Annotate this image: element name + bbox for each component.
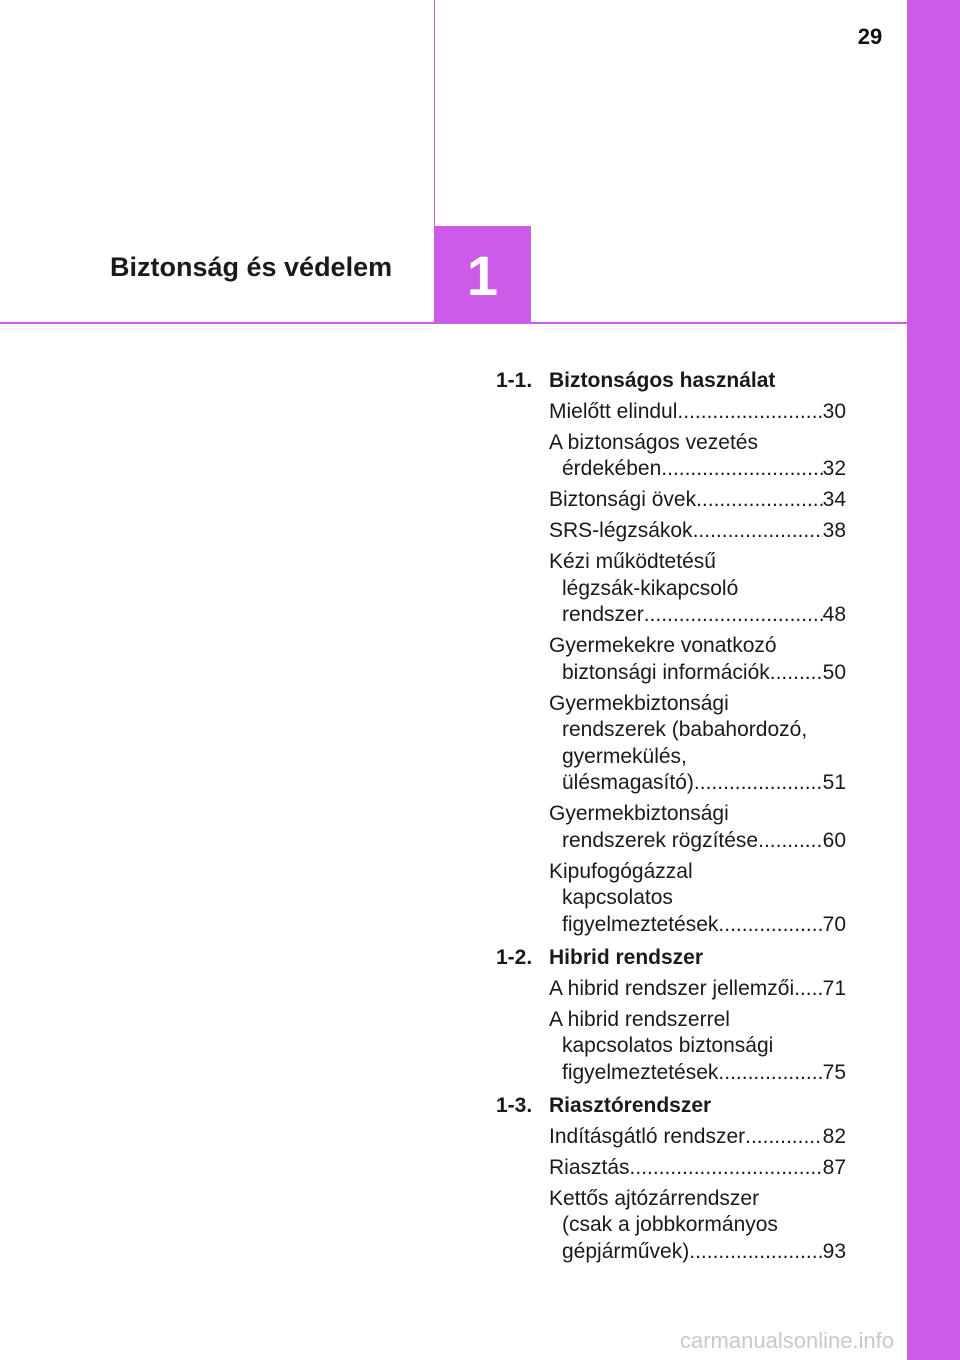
toc-entry-line (549, 1212, 846, 1239)
toc-entry[interactable] (549, 487, 846, 514)
toc-entry-line (549, 1033, 846, 1060)
toc-page-number: 60 (822, 828, 846, 852)
toc-entry-text: rendszerek (babahordozó, (562, 718, 808, 741)
toc-page-number: 34 (822, 488, 846, 511)
toc-page-number: 50 (822, 660, 846, 684)
toc-page-number: 30 (822, 399, 846, 423)
toc-entry[interactable] (549, 1124, 846, 1151)
toc-entry-line (549, 717, 846, 744)
dot-leader (770, 660, 823, 687)
toc-entry-line (549, 1186, 846, 1213)
toc-entry-line (549, 828, 846, 855)
toc-entry[interactable] (549, 1007, 846, 1087)
toc-entry-line (549, 976, 846, 1003)
toc-entry-text: gépjárművek) (562, 1239, 690, 1263)
toc-entry-text: Indításgátló rendszer (549, 1124, 746, 1148)
toc-page-number: 93 (822, 1239, 846, 1263)
section-heading (496, 945, 846, 972)
section-heading (496, 368, 846, 395)
toc-entry[interactable] (549, 633, 846, 686)
section-title: Hibrid rendszer (549, 946, 704, 969)
toc-entry-text: SRS-légzsákok (549, 519, 693, 542)
toc-entry-text: figyelmeztetések (562, 1060, 719, 1084)
toc-page-number: 70 (822, 912, 846, 936)
toc-entry-text: Biztonsági övek (549, 488, 697, 511)
toc-entry[interactable] (549, 859, 846, 939)
dot-leader (689, 1239, 822, 1266)
toc-entry-text: biztonsági információk (562, 660, 770, 684)
toc-entry-text: kapcsolatos (562, 886, 673, 909)
toc-page-number: 51 (822, 771, 846, 794)
toc-entry-line (549, 691, 846, 718)
toc-entry-line (549, 859, 846, 886)
dot-leader (694, 770, 823, 797)
toc-page-number: 71 (822, 976, 846, 1000)
toc-entry-line (549, 770, 846, 797)
toc-entry-line (549, 633, 846, 660)
toc-entry-text: A hibrid rendszer jellemzői (549, 976, 795, 1000)
toc-entry[interactable] (549, 518, 846, 545)
toc-entry-text: ülésmagasító) (562, 771, 694, 794)
toc-entry-text: rendszerek rögzítése (562, 828, 759, 852)
toc-entry-text: érdekében (562, 457, 662, 480)
section-number: 1-3. (496, 1094, 533, 1117)
toc-entry-text: (csak a jobbkormányos (562, 1213, 778, 1236)
section-title: Biztonságos használat (549, 369, 776, 392)
dot-leader (718, 1060, 822, 1087)
toc-entry[interactable] (549, 399, 846, 426)
table-of-contents (496, 368, 846, 1270)
toc-entry-line (549, 549, 846, 576)
toc-entry-line (549, 1239, 846, 1266)
dot-leader (630, 1155, 823, 1182)
toc-entry-line (549, 1007, 846, 1034)
toc-entry-text: A hibrid rendszerrel (549, 1007, 730, 1031)
toc-entry-line (549, 660, 846, 687)
toc-entry-line (549, 576, 846, 603)
toc-page-number: 32 (822, 457, 846, 480)
dot-leader (794, 976, 823, 1003)
toc-entry[interactable] (549, 691, 846, 797)
toc-entry-line (549, 602, 846, 629)
toc-page-number: 82 (822, 1124, 846, 1148)
toc-entry-text: légzsák-kikapcsoló (562, 576, 739, 600)
toc-entry[interactable] (549, 430, 846, 483)
section-number: 1-1. (496, 369, 533, 392)
toc-entry[interactable] (549, 801, 846, 854)
toc-entry[interactable] (549, 976, 846, 1003)
dot-leader (677, 399, 822, 426)
page-number: 29 (857, 24, 883, 49)
dot-leader (661, 456, 822, 483)
toc-entry-line (549, 1155, 846, 1182)
dot-leader (644, 602, 823, 629)
toc-entry-line (549, 430, 846, 457)
toc-entry-line (549, 399, 846, 426)
toc-page-number: 75 (822, 1060, 846, 1084)
toc-entry-text: Kézi működtetésű (549, 550, 716, 573)
toc-page-number: 48 (822, 603, 846, 626)
toc-entry[interactable] (549, 549, 846, 629)
toc-entry-text: figyelmeztetések (562, 912, 719, 936)
toc-entry-text: Gyermekekre vonatkozó (549, 634, 777, 657)
chapter-title: Biztonság és védelem (110, 252, 393, 282)
toc-entry[interactable] (549, 1186, 846, 1266)
toc-entry-text: Riasztás (549, 1155, 630, 1179)
toc-entry-text: Mielőtt elindul (549, 399, 678, 423)
toc-entry-text: Kettős ajtózárrendszer (549, 1186, 760, 1210)
section-number: 1-2. (496, 946, 533, 969)
dot-leader (718, 912, 822, 939)
chapter-number-badge: 1 (434, 226, 531, 324)
chapter-side-tab (907, 0, 960, 1360)
toc-entry-text: A biztonságos vezetés (549, 430, 758, 454)
toc-entry-line (549, 1124, 846, 1151)
toc-entry-line (549, 801, 846, 828)
toc-entry-line (549, 518, 846, 545)
toc-entry[interactable] (549, 1155, 846, 1182)
toc-entry-line (549, 487, 846, 514)
dot-leader (693, 518, 823, 545)
toc-entry-line (549, 885, 846, 912)
toc-entry-text: Gyermekbiztonsági (549, 691, 729, 715)
toc-page-number: 87 (822, 1155, 846, 1179)
toc-entry-line (549, 744, 846, 771)
watermark: carmanualsonline.info (680, 1328, 895, 1353)
toc-entry-text: kapcsolatos biztonsági (562, 1034, 774, 1057)
toc-entry-text: rendszer (562, 603, 644, 626)
toc-entry-text: gyermekülés, (562, 744, 687, 768)
dot-leader (758, 828, 823, 855)
toc-page-number: 38 (822, 519, 846, 542)
section-heading (496, 1093, 846, 1120)
toc-entry-line (549, 912, 846, 939)
dot-leader (745, 1124, 823, 1151)
toc-entry-text: Gyermekbiztonsági (549, 802, 729, 825)
toc-entry-text: Kipufogógázzal (549, 859, 693, 883)
toc-entry-line (549, 456, 846, 483)
dot-leader (696, 487, 823, 514)
section-title: Riasztórendszer (549, 1094, 712, 1117)
toc-entry-line (549, 1060, 846, 1087)
